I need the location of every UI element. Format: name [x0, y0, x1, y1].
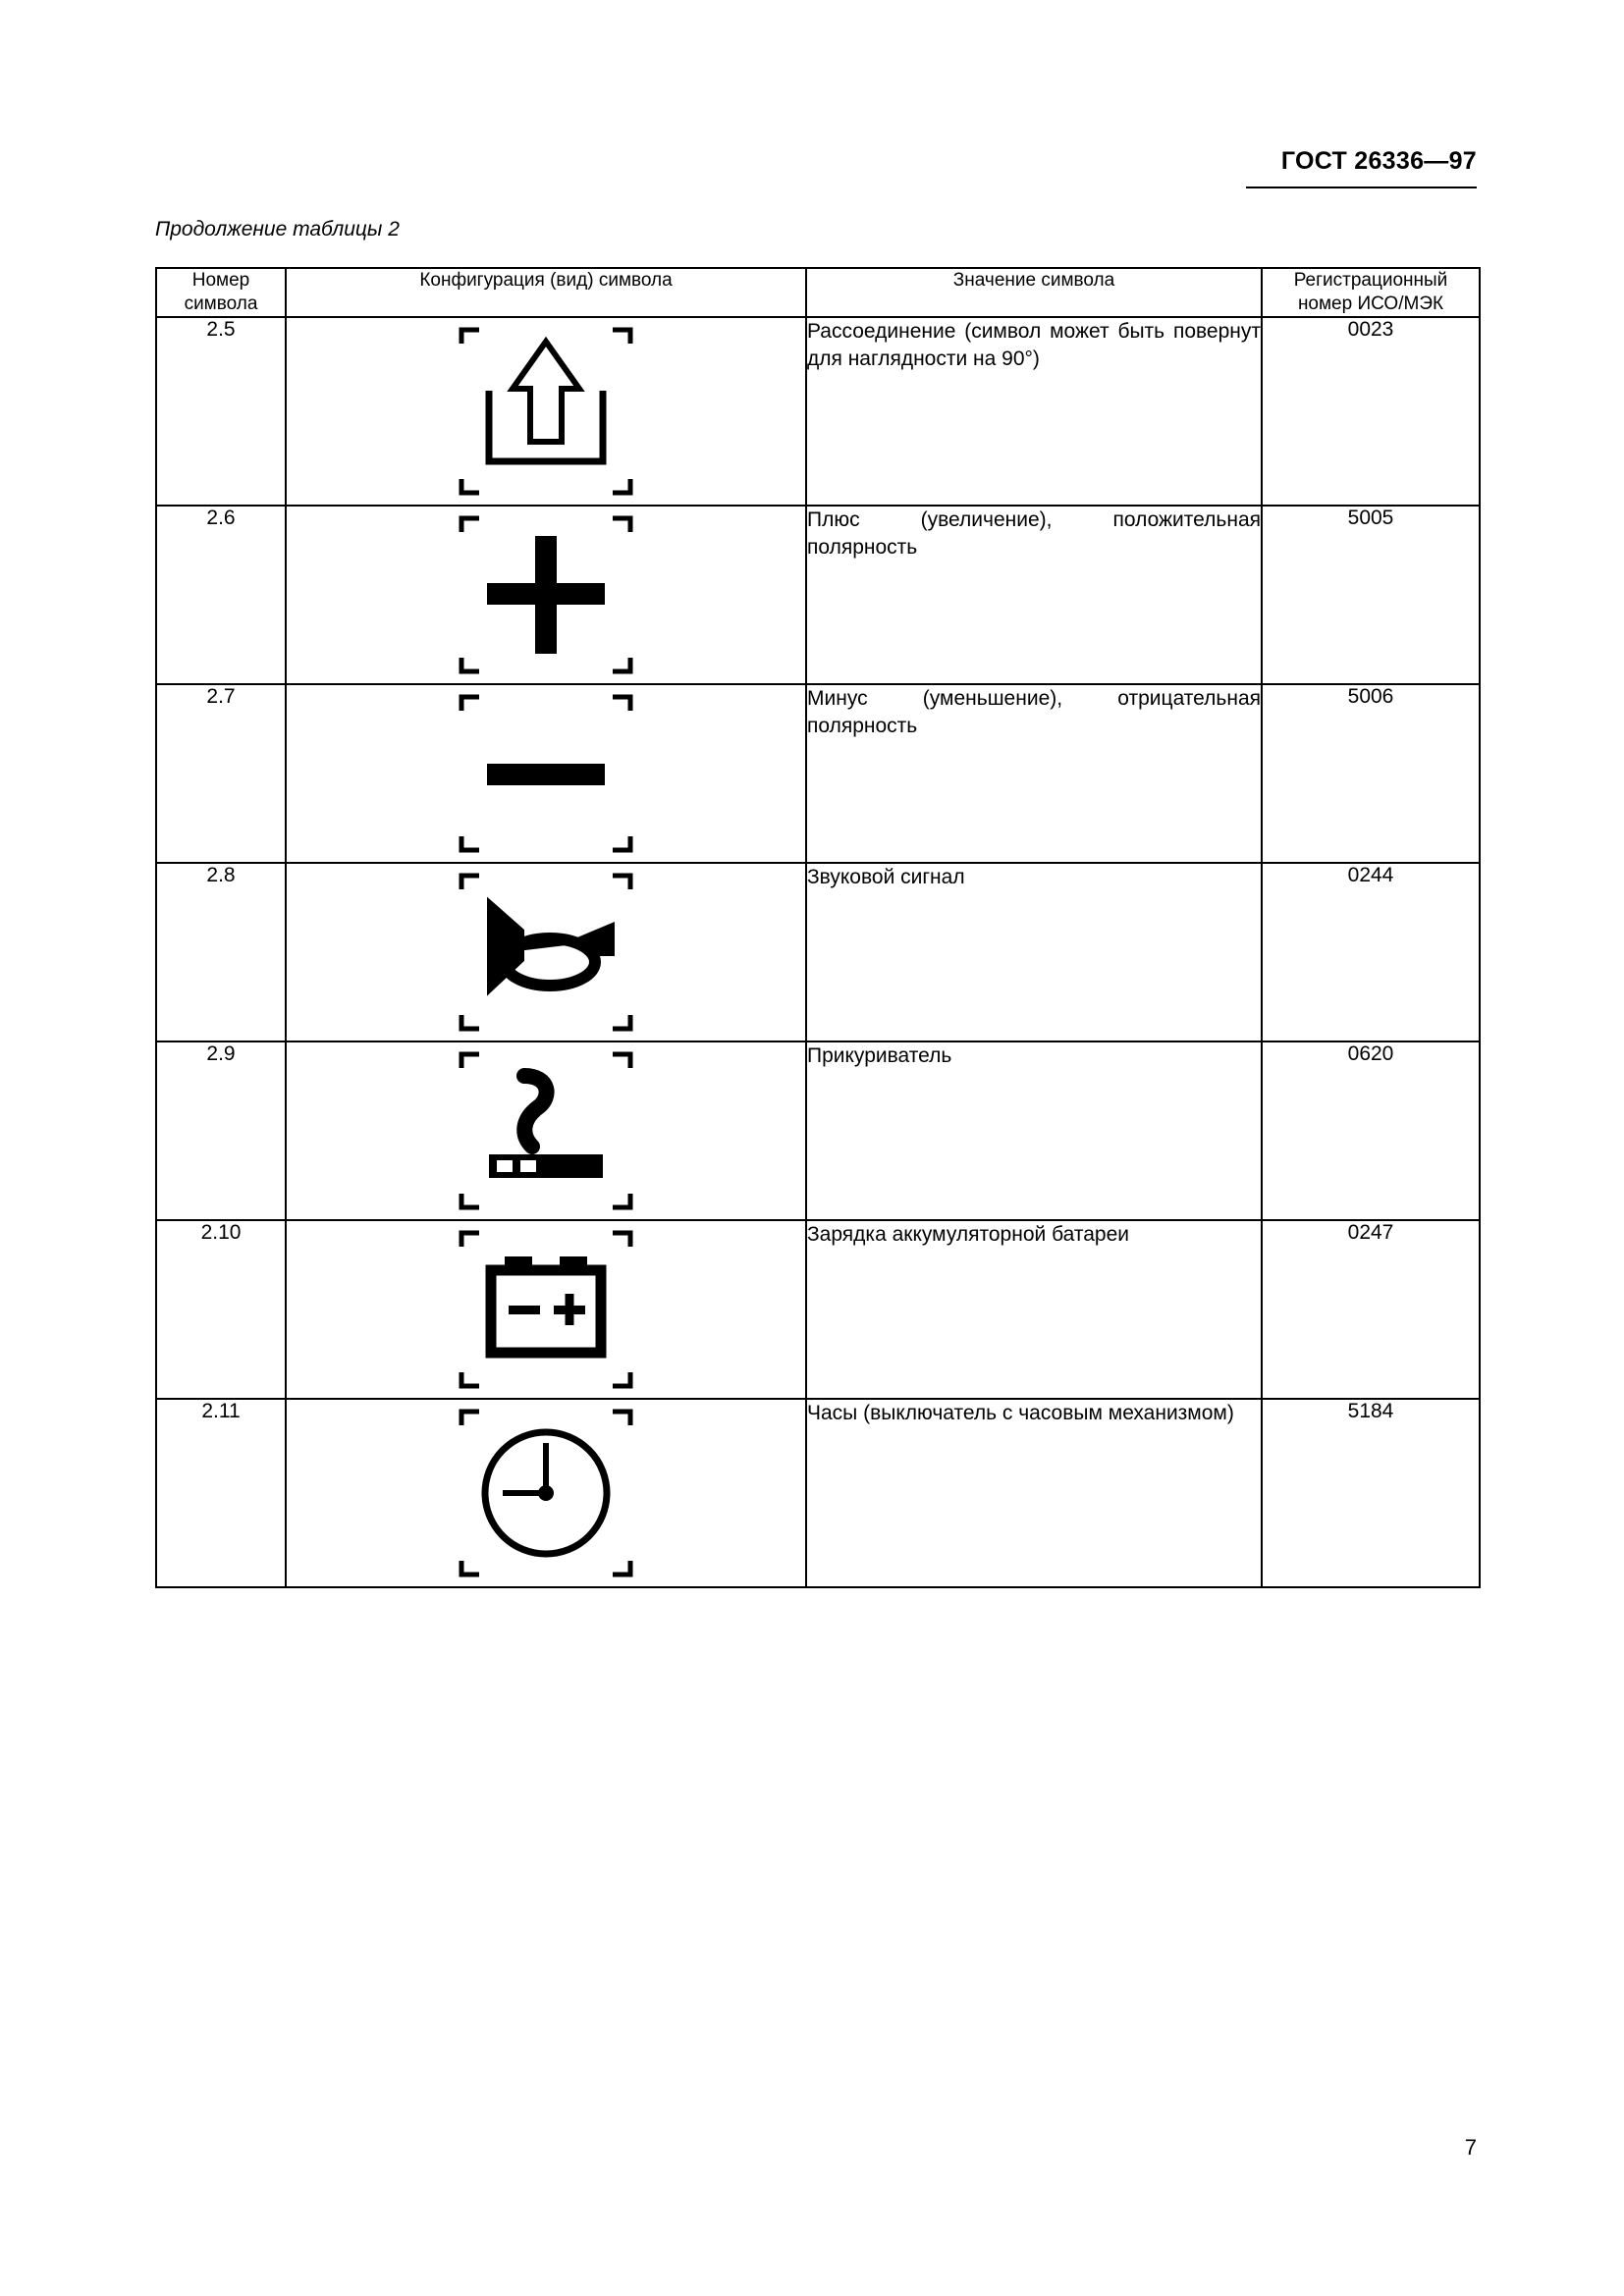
symbol-meaning: Рассоединение (символ может быть повернут для наглядности на 90°)	[806, 317, 1262, 506]
minus-icon	[448, 685, 644, 862]
symbol-meaning: Звуковой сигнал	[806, 863, 1262, 1041]
symbol-registration: 5005	[1262, 506, 1480, 684]
symbol-number: 2.5	[156, 317, 286, 506]
symbol-meaning: Плюс (увеличение), положительная полярность	[806, 506, 1262, 684]
cigarette-lighter-icon	[448, 1042, 644, 1219]
symbol-configuration	[286, 317, 806, 506]
column-header-configuration: Конфигурация (вид) символа	[286, 268, 806, 317]
page-number: 7	[1464, 2135, 1477, 2160]
column-header-number-line2: символа	[184, 293, 258, 314]
plus-icon	[448, 507, 644, 683]
column-header-registration	[1262, 268, 1480, 317]
symbol-number: 2.11	[156, 1399, 286, 1587]
disconnect-arrow-icon	[448, 318, 644, 505]
symbol-number: 2.7	[156, 684, 286, 863]
table-caption: Продолжение таблицы 2	[155, 218, 400, 240]
symbol-registration: 0244	[1262, 863, 1480, 1041]
symbol-configuration	[286, 863, 806, 1041]
symbol-configuration	[286, 506, 806, 684]
column-header-registration-line2: номер ИСО/МЭК	[1297, 293, 1444, 314]
table-row	[156, 1041, 1480, 1220]
symbol-configuration	[286, 1399, 806, 1587]
horn-icon	[448, 864, 644, 1041]
document-header: ГОСТ 26336—97	[1280, 147, 1477, 175]
symbol-number: 2.8	[156, 863, 286, 1041]
column-header-number-line1: Номер	[191, 270, 250, 291]
symbols-table	[155, 267, 1481, 1588]
symbol-registration: 0247	[1262, 1220, 1480, 1399]
symbol-registration: 5184	[1262, 1399, 1480, 1587]
symbol-configuration	[286, 684, 806, 863]
symbol-configuration	[286, 1220, 806, 1399]
table-header-row	[156, 268, 1480, 317]
column-header-registration-line1: Регистрационный	[1293, 270, 1448, 291]
battery-charging-icon	[448, 1221, 644, 1398]
table-row	[156, 863, 1480, 1041]
table-row	[156, 1220, 1480, 1399]
symbol-meaning: Часы (выключатель с часовым механизмом)	[806, 1399, 1262, 1587]
table-row	[156, 684, 1480, 863]
symbol-meaning: Минус (уменьшение), отрицательная полярность	[806, 684, 1262, 863]
table-row	[156, 1399, 1480, 1587]
column-header-meaning: Значение символа	[806, 268, 1262, 317]
symbol-meaning: Прикуриватель	[806, 1041, 1262, 1220]
symbol-meaning: Зарядка аккумуляторной батареи	[806, 1220, 1262, 1399]
symbol-number: 2.6	[156, 506, 286, 684]
clock-icon	[448, 1400, 644, 1586]
header-rule	[1246, 187, 1477, 188]
symbol-number: 2.10	[156, 1220, 286, 1399]
symbol-registration: 0620	[1262, 1041, 1480, 1220]
symbol-configuration	[286, 1041, 806, 1220]
table-row	[156, 506, 1480, 684]
symbol-registration: 5006	[1262, 684, 1480, 863]
symbol-number: 2.9	[156, 1041, 286, 1220]
symbol-registration: 0023	[1262, 317, 1480, 506]
table-row	[156, 317, 1480, 506]
column-header-number	[156, 268, 286, 317]
